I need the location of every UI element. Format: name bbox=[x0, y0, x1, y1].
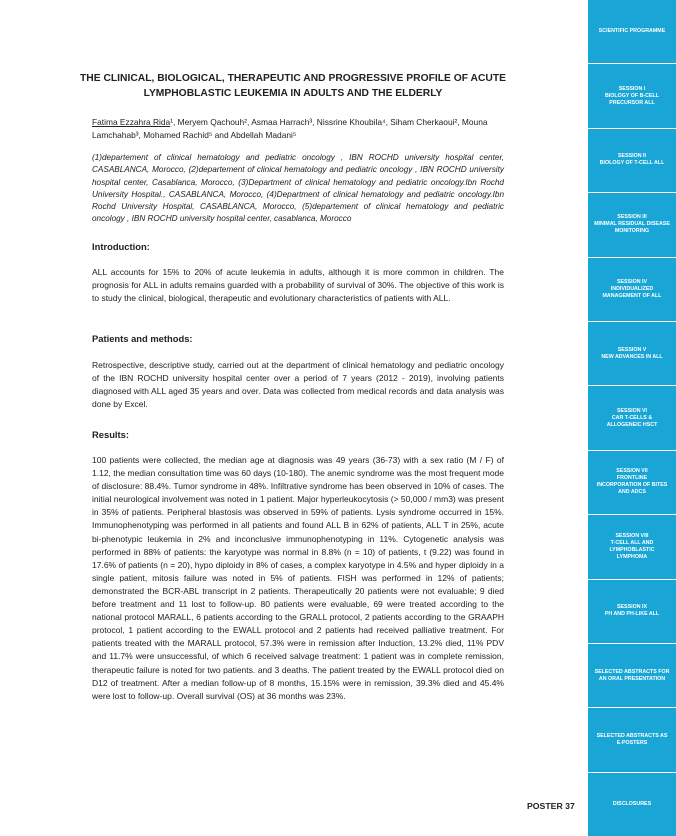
sidebar-item-scientific-programme[interactable]: SCIENTIFIC PROGRAMME bbox=[588, 0, 676, 64]
results-heading: Results: bbox=[92, 429, 129, 440]
affiliations: (1)departement of clinical hematology and pediatric oncology , IBN ROCHD university hospital center, CASABLANCA, Morocco, (2)departement of clinical hematology and pediatric oncology , IBN ROCHD university hospital center, Casablanca, Morocco, (3)Department of clinical hematology and pediatric oncology.Ibn Rochd University Hospital., CASABLANCA, Morocco, (4)Department of clinical hematology and pediatric oncology.Ibn Rochd University Hospital, CASABLANCA, Morocco, (5)departement of clinical hematology and pediatric oncology , IBN ROCHD university hospital center, casablanca, Morocco bbox=[92, 153, 504, 224]
first-author: Fatima Ezzahra Rida bbox=[92, 117, 171, 127]
sidebar-item-session-1[interactable]: SESSION I BIOLOGY OF B-CELL PRECURSOR ALL bbox=[588, 64, 676, 128]
sidebar-item-session-9[interactable]: SESSION IX PH AND PH-LIKE ALL bbox=[588, 580, 676, 644]
poster-number: POSTER 37 bbox=[527, 801, 575, 811]
sidebar-item-session-6[interactable]: SESSION VI CAR T-CELLS & ALLOGENEIC HSCT bbox=[588, 386, 676, 450]
sidebar-item-session-5[interactable]: SESSION V NEW ADVANCES IN ALL bbox=[588, 322, 676, 386]
sidebar-item-session-3[interactable]: SESSION III MINIMAL RESIDUAL DISEASE MONITORING bbox=[588, 193, 676, 257]
methods-text: Retrospective, descriptive study, carried out at the department of clinical hematology and pediatric oncology of the IBN ROCHD university hospital center over a period of 7 years (2012 - 2019), involving patients diagnosed with ALL aged 35 years and over. Data was collected from medical records and data analysis was done by Excel. bbox=[92, 360, 504, 410]
results-text: 100 patients were collected, the median age at diagnosis was 49 years (36-73) with a sex ratio (M / F) of 1.12, the median consultation time was 60 days (10-180). The anemic syndrome was the most frequent mode of disclosure: 88.4%. Tumor syndrome in 48%. Infiltrative syndrome has been observed in 10% of cases. The initial neurological involvement was noted in 1 patient. Major hyperleukocytosis (> 50,000 / mm3) was present in 35% of patients. Peripheral blastosis was observed in 59% of patients. Lysis syndrome occurred in 15%. Immunophenotyping was performed in all patients and found ALL B in 62% of patients, ALL T in 25%, acute bi-phenotypic leukemia in 2% and inconclusive immunophenotyping in 11%. Cytogenetic analysis was performed in 88% of patients: the karyotype was normal in 8.8% (n = 10) of patients, t (9.22) was found in 17.6% of patients (n = 20), hypo diploidy in 8% of cases, a complex karyotype in 4.5% and hyper diploidy in a single patient, mitosis failure was noted in 5% of patients. FISH was performed in 12% of patients; demonstrated the BCR-ABL transcript in 2 patients. Therapeutically 20 patients were not evaluable; 9 died before treatment and 11 lost to follow-up. 80 patients were evaluable, 69 were treated according to the national protocol MARALL, 6 patients according to the GRALL protocol, 2 patients according to the GRAAPH protocol, 1 patient according to the EWALL protocol and 2 patients had received palliative treatment. For patients treated with the MARALL protocol, 57.3% were in remission after Induction, 13.2% died, 11% PDV and 11.7% were unsuccessful, of which 6 received salvage treatment: 1 patient was in complete remission, therapeutic failure is noted for two patients. and 3 deaths. The patient treated by the EWALL protocol died on D12 of treatment. After a median follow-up of 8 months, 15.15% were in remission, 39.3% died and 45.4% were lost to follow-up. Overall survival (OS) at 36 months was 23%. bbox=[92, 455, 504, 701]
sidebar-item-oral-abstracts[interactable]: SELECTED ABSTRACTS FOR AN ORAL PRESENTATION bbox=[588, 644, 676, 708]
sidebar-item-disclosures[interactable]: DISCLOSURES bbox=[612, 800, 652, 807]
abstract-title: THE CLINICAL, BIOLOGICAL, THERAPEUTIC AND PROGRESSIVE PROFILE OF ACUTE LYMPHOBLASTIC LEUKEMIA IN ADULTS AND THE ELDERLY bbox=[80, 73, 506, 99]
introduction-heading: Introduction: bbox=[92, 241, 150, 252]
other-authors: ¹, Meryem Qachouh², Asmaa Harrach³, Nissrine Khoubila⁴, Siham Cherkaoui², Mouna Lamchahab³, Mohamed Rachid⁵ and Abdellah Madani⁵ bbox=[92, 117, 488, 140]
author-list bbox=[92, 116, 504, 141]
sidebar-item-session-8[interactable]: SESSION VIII T-CELL ALL AND LYMPHOBLASTIC LYMPHOMA bbox=[588, 515, 676, 579]
sidebar-item-e-posters[interactable]: SELECTED ABSTRACTS AS E-POSTERS bbox=[588, 708, 676, 772]
program-sidebar bbox=[588, 0, 676, 836]
methods-heading: Patients and methods: bbox=[92, 333, 193, 344]
sidebar-item-session-2[interactable]: SESSION II BIOLOGY OF T-CELL ALL bbox=[588, 129, 676, 193]
sidebar-item-session-4[interactable]: SESSION IV INDIVIDUALIZED MANAGEMENT OF ALL bbox=[588, 258, 676, 322]
introduction-text: ALL accounts for 15% to 20% of acute leukemia in adults, although it is more common in children. The prognosis for ALL in adults remains guarded with a probability of survival of 30%. The objective of this work is to study the clinical, biological, therapeutic and evolutionary characteristics of patients with ALL. bbox=[92, 267, 504, 304]
sidebar-item-session-7[interactable]: SESSION VII FRONTLINE INCORPORATION OF BITES AND ADCS bbox=[588, 451, 676, 515]
